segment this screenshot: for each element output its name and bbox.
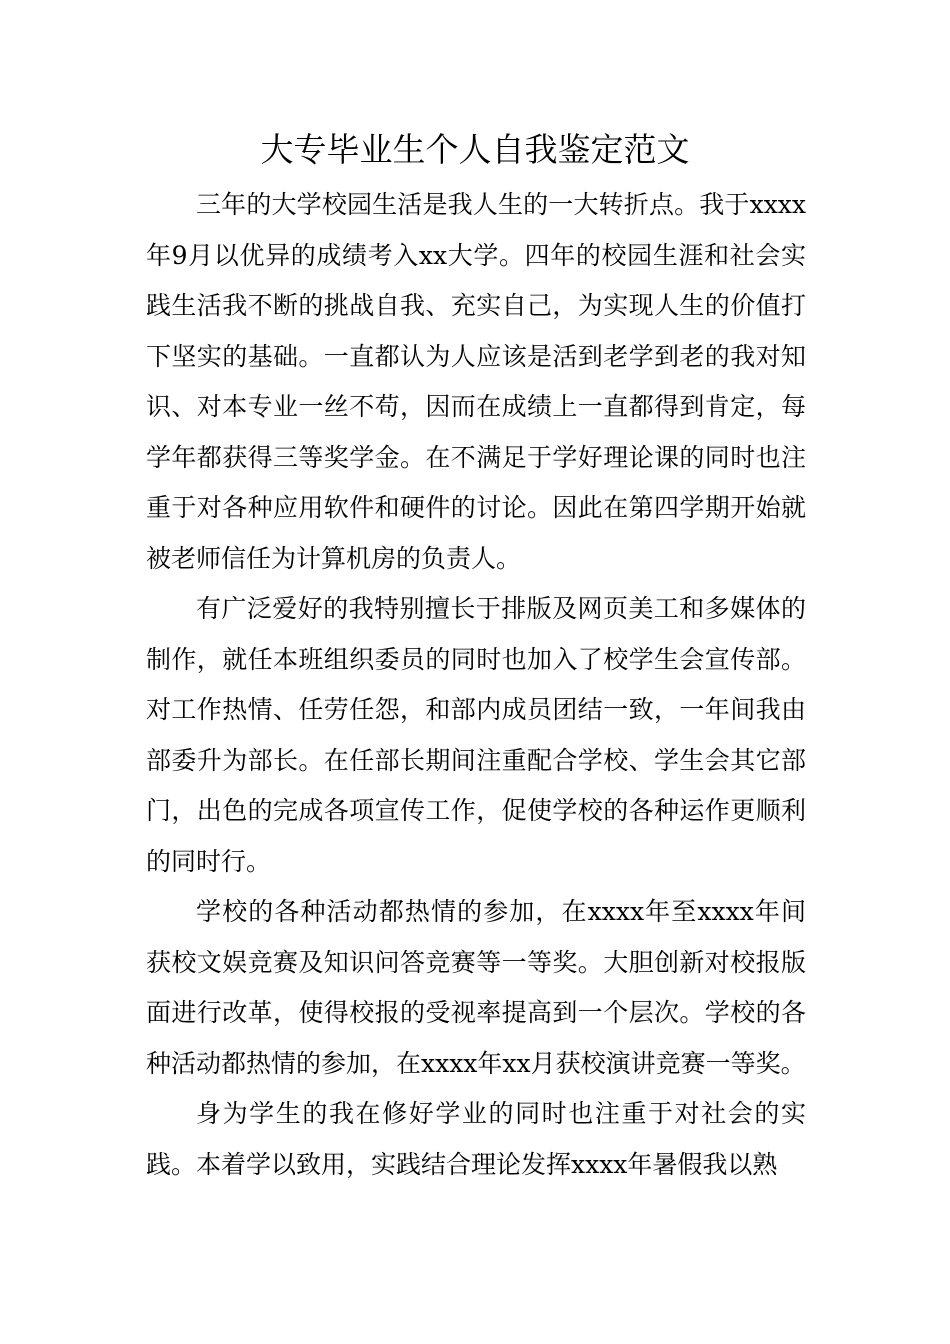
document-title: 大专毕业生个人自我鉴定范文 [260, 130, 690, 169]
paragraph: 三年的大学校园生活是我人生的一大转折点。我于xxxx年9月以优异的成绩考入xx大学。四年的校园生涯和社会实践生活我不断的挑战自我、充实自己，为实现人生的价值打下坚实的基础。一直都认为人应该是活到老学到老的我对知识、对本专业一丝不苟，因而在成绩上一直都得到肯定，每学年都获得三等奖学金。在不满足于学好理论课的同时也注重于对各种应用软件和硬件的讨论。因此在第四学期开始就被老师信任为计算机房的负责人。 [146, 190, 806, 573]
document-body [146, 180, 806, 1190]
paragraph: 有广泛爱好的我特别擅长于排版及网页美工和多媒体的制作，就任本班组织委员的同时也加入了校学生会宣传部。对工作热情、任劳任怨，和部内成员团结一致，一年间我由部委升为部长。在任部长期间注重配合学校、学生会其它部门，出色的完成各项宣传工作，促使学校的各种运作更顺利的同时行。 [146, 594, 806, 876]
paragraph: 身为学生的我在修好学业的同时也注重于对社会的实践。本着学以致用，实践结合理论发挥xxxx年暑假我以熟 [146, 1099, 806, 1179]
paragraph: 学校的各种活动都热情的参加，在xxxx年至xxxx年间获校文娱竞赛及知识问答竞赛等一等奖。大胆创新对校报版面进行改革，使得校报的受视率提高到一个层次。学校的各种活动都热情的参加，在xxxx年xx月获校演讲竞赛一等奖。 [146, 897, 806, 1078]
